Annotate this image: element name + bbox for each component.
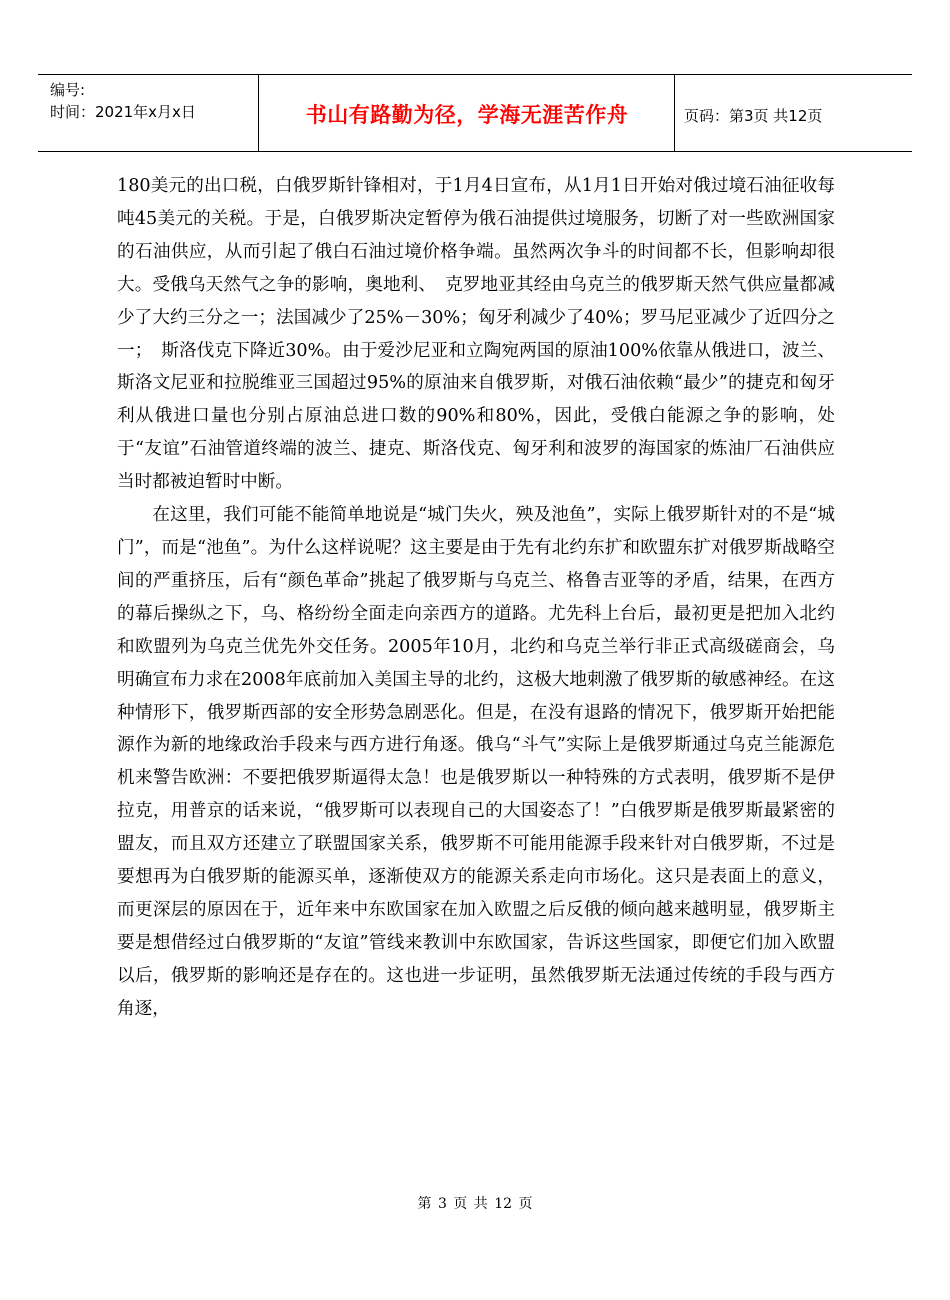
- header-motto: 书山有路勤为径，学海无涯苦作舟: [305, 103, 629, 127]
- paragraph-1: 180美元的出口税，白俄罗斯针锋相对，于1月4日宣布，从1月1日开始对俄过境石油征收每吨45美元的关税。于是，白俄罗斯决定暂停为俄石油提供过境服务，切断了对一些欧洲国家的石油供应，从而引起了俄白石油过境价格争端。虽然两次争斗的时间都不长，但影响却很大。受俄乌天然气之争的影响，奥地利、 克罗地亚其经由乌克兰的俄罗斯天然气供应量都减少了大约三分之一；法国减少了25%－30%；匈牙利减少了40%；罗马尼亚减少了近四分之一； 斯洛伐克下降近30%。由于爱沙尼亚和立陶宛两国的原油100%依靠从俄进口，波兰、斯洛文尼亚和拉脱维亚三国超过95%的原油来自俄罗斯，对俄石油依赖“最少”的捷克和匈牙利从俄进口量也分别占原油总进口数的90%和80%，因此，受俄白能源之争的影响，处于“友谊”石油管道终端的波兰、捷克、斯洛伐克、匈牙利和波罗的海国家的炼油厂石油供应当时都被迫暂时中断。: [117, 176, 835, 493]
- header-divider-left: [258, 75, 259, 151]
- paragraph-2: 在这里，我们可能不能简单地说是“城门失火，殃及池鱼”，实际上俄罗斯针对的不是“城门”，而是“池鱼”。为什么这样说呢？这主要是由于先有北约东扩和欧盟东扩对俄罗斯战略空间的严重挤压，后有“颜色革命”挑起了俄罗斯与乌克兰、格鲁吉亚等的矛盾，结果，在西方的幕后操纵之下，乌、格纷纷全面走向亲西方的道路。尤先科上台后，最初更是把加入北约和欧盟列为乌克兰优先外交任务。2005年10月，北约和乌克兰举行非正式高级磋商会，乌明确宣布力求在2008年底前加入美国主导的北约，这极大地刺激了俄罗斯的敏感神经。在这种情形下，俄罗斯西部的安全形势急剧恶化。但是，在没有退路的情况下，俄罗斯开始把能源作为新的地缘政治手段来与西方进行角逐。俄乌“斗气”实际上是俄罗斯通过乌克兰能源危机来警告欧洲：不要把俄罗斯逼得太急！也是俄罗斯以一种特殊的方式表明，俄罗斯不是伊拉克，用普京的话来说，“俄罗斯可以表现自己的大国姿态了！”白俄罗斯是俄罗斯最紧密的盟友，而且双方还建立了联盟国家关系，俄罗斯不可能用能源手段来针对白俄罗斯，不过是要想再为白俄罗斯的能源买单，逐渐使双方的能源关系走向市场化。这只是表面上的意义，而更深层的原因在于，近年来中东欧国家在加入欧盟之后反俄的倾向越来越明显，俄罗斯主要是想借经过白俄罗斯的“友谊”管线来教训中东欧国家，告诉这些国家，即便它们加入欧盟以后，俄罗斯的影响还是存在的。这也进一步证明，虽然俄罗斯无法通过传统的手段与西方角逐，: [117, 505, 835, 1019]
- page-header: [38, 74, 912, 152]
- header-divider-right: [674, 75, 675, 151]
- serial-label: 编号:: [50, 81, 86, 99]
- header-page-info: 页码：第3页 共12页: [684, 107, 823, 125]
- date-label: 时间：2021年x月x日: [50, 103, 196, 121]
- page-footer: 第 3 页 共 12 页: [417, 1196, 533, 1212]
- document-body: [117, 170, 835, 1026]
- header-meta: [50, 79, 196, 123]
